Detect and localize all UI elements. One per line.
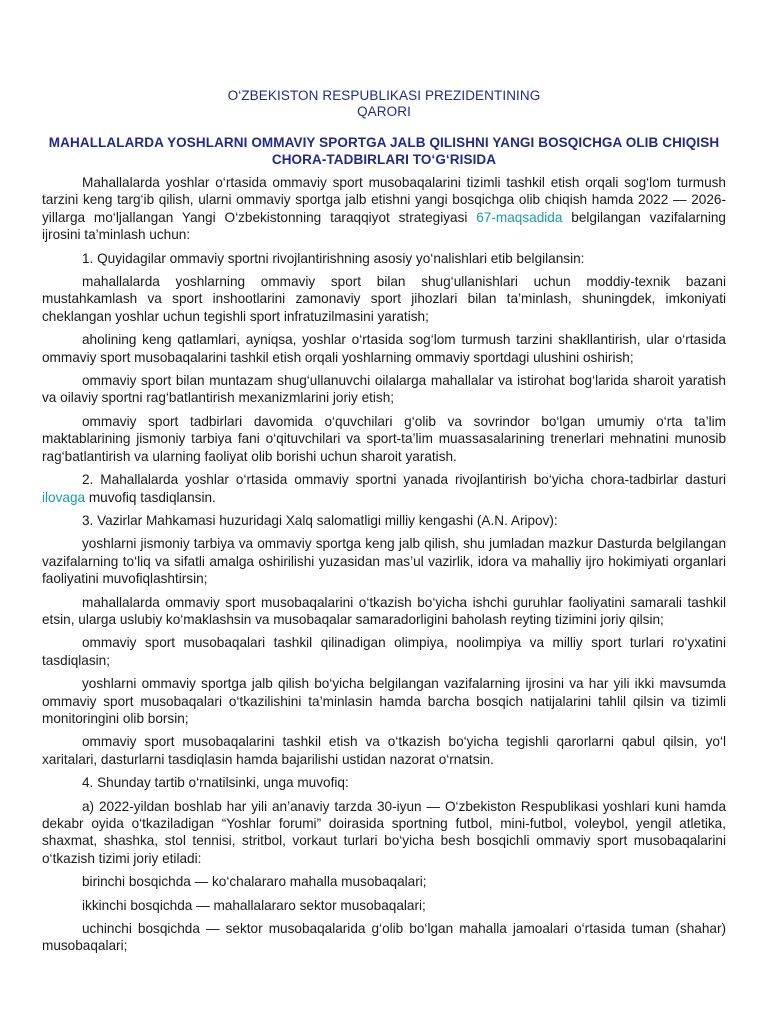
document-type: QARORI bbox=[357, 104, 411, 119]
paragraph-2: mahallalarda yoshlarning ommaviy sport bilan shug‘ullanishlari uchun moddiy-texnik bazani mustahkamlash va sport inshootlarini zamonaviy sport jihozlari bilan ta’minlash, shuningdek, imkoniyati cheklangan yoshlar uchun tegishli sport infratuzilmasini yaratish; bbox=[42, 274, 726, 324]
intro-text-after: belgilangan vazifalarning ijrosini ta’minlash uchun: bbox=[42, 209, 726, 243]
paragraph-1: 1. Quyidagilar ommaviy sportni rivojlantirishning asosiy yo‘nalishlari etib belgilansin: bbox=[82, 250, 585, 266]
paragraph-14: a) 2022-yildan boshlab har yili an’anaviy tarzda 30-iyun — O‘zbekiston Respublikasi yoshlari kuni hamda dekabr oyida o‘tkaziladigan “Yoshlar forumi” doirasida sportning futbol, mini-futbol, voleybol, yengil atletika, shaxmat, shashka, stol tennisi, stritbol, vorkaut turlari bo‘yicha besh bosqichli ommaviy sport musobaqalarini o‘tkazish tizimi joriy etiladi: bbox=[42, 798, 726, 866]
paragraph-6-after: muvofiq tasdiqlansin. bbox=[85, 489, 216, 505]
paragraph-7: 3. Vazirlar Mahkamasi huzuridagi Xalq salomatligi milliy kengashi (A.N. Aripov): bbox=[82, 512, 558, 528]
paragraph-4: ommaviy sport bilan muntazam shug‘ullanuvchi oilalarga mahallalar va istirohat bog‘larida sharoit yaratish va oilaviy sportni rag‘batlantirish mexanizmlarini joriy etish; bbox=[42, 373, 726, 406]
paragraph-16: ikkinchi bosqichda — mahallalararo sektor musobaqalari; bbox=[82, 897, 426, 913]
paragraph-10: ommaviy sport musobaqalari tashkil qilinadigan olimpiya, noolimpiya va milliy sport turlari ro‘yxatini tasdiqlasin; bbox=[42, 635, 726, 668]
paragraph-6 bbox=[42, 471, 726, 506]
paragraph-13: 4. Shunday tartib o‘rnatilsinki, unga muvofiq: bbox=[82, 775, 349, 791]
paragraph-17: uchinchi bosqichda — sektor musobaqalarida g‘olib bo‘lgan mahalla jamoalari o‘rtasida tuman (shahar) musobaqalari; bbox=[42, 921, 726, 954]
paragraph-15: birinchi bosqichda — ko‘chalararo mahalla musobaqalari; bbox=[82, 874, 427, 890]
paragraph-5: ommaviy sport tadbirlari davomida o‘quvchilari g‘olib va sovrindor bo‘lgan umumiy o‘rta ta’lim maktablarining jismoniy tarbiya fani o‘qituvchilari va sport-ta’lim muassasalarining trenerlari mehnatini munosib rag‘batlantirish va ularning faoliyat olib borishi uchun sharoit yaratish. bbox=[42, 413, 726, 464]
paragraph-3: aholining keng qatlamlari, ayniqsa, yoshlar o‘rtasida sog‘lom turmush tarzini shakllantirish, ular o‘rtasida ommaviy sport musobaqalarini tashkil etish orqali yoshlarning ommaviy sportdagi ulushini oshirish; bbox=[42, 332, 726, 365]
appendix-link[interactable]: ilovaga bbox=[42, 489, 86, 505]
intro-paragraph bbox=[42, 174, 726, 244]
document-title: MAHALLALARDA YOSHLARNI OMMAVIY SPORTGA JALB QILISHNI YANGI BOSQICHGA OLIB CHIQISH CHORA-TADBIRLARI TO‘G‘RISIDA bbox=[48, 135, 720, 167]
paragraph-8: yoshlarni jismoniy tarbiya va ommaviy sportga keng jalb qilish, shu jumladan mazkur Dasturda belgilangan vazifalarning to‘liq va sifatli amalga oshirilishi yuzasidan mas’ul vazirlik, idora va mahalliy ijro hokimiyati organlari faoliyatini muvofiqlashtirsin; bbox=[42, 536, 726, 587]
paragraph-11: yoshlarni ommaviy sportga jalb qilish bo‘yicha belgilangan vazifalarning ijrosini va har yili ikki mavsumda ommaviy sport musobaqalari o‘tkazilishini ta’minlasin hamda barcha bosqich natijalarini tahlil qilsin va tizimli monitoringini olib borsin; bbox=[42, 676, 726, 726]
paragraph-9: mahallalarda ommaviy sport musobaqalarini o‘tkazish bo‘yicha ishchi guruhlar faoliyatini samarali tashkil etsin, ularga uslubiy ko‘maklashsin va musobaqalar samaradorligini baholash reyting tizimini joriy qilsin; bbox=[42, 594, 726, 627]
paragraph-6-before: 2. Mahallalarda yoshlar o‘rtasida ommaviy sportni yanada rivojlantirish bo‘yicha chora-tadbirlar dasturi bbox=[82, 472, 726, 488]
issuer-line: O‘ZBEKISTON RESPUBLIKASI PREZIDENTINING bbox=[227, 88, 541, 103]
intro-text-before: Mahallalarda yoshlar o‘rtasida ommaviy sport musobaqalarini tizimli tashkil etish orqali sog‘lom turmush tarzini keng targ‘ib qilish, ularni ommaviy sportga jalb etishni yangi bosqichga olib chiqish hamda 2022 — 2026-yillarga mo‘ljallangan Yangi O‘zbekistonning taraqqiyot strategiyasi bbox=[42, 175, 726, 225]
strategy-goal-link[interactable]: 67-maqsadida bbox=[476, 209, 563, 225]
paragraph-12: ommaviy sport musobaqalarini tashkil etish va o‘tkazish bo‘yicha tegishli qarorlarni qabul qilsin, yo‘l xaritalari, dasturlarni tasdiqlasin hamda bajarilishi ustidan nazorat o‘rnatsin. bbox=[42, 734, 726, 767]
